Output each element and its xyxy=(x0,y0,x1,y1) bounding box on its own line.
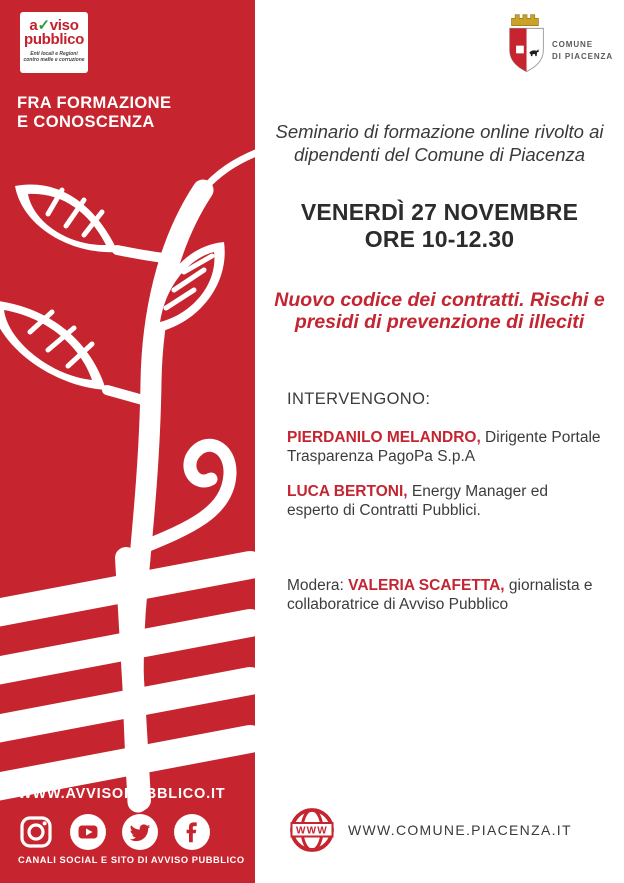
seminar-intro-line1: Seminario di formazione online rivolto ai xyxy=(275,121,604,142)
speaker-role: Dirigente Portale Trasparenza PagoPa S.p.A xyxy=(287,429,601,465)
instagram-icon[interactable] xyxy=(18,814,54,850)
event-time-line: ORE 10-12.30 xyxy=(364,226,515,252)
moderator-prefix: Modera: xyxy=(287,577,349,594)
speakers-label: INTERVENGONO: xyxy=(287,390,431,408)
facebook-icon[interactable] xyxy=(174,814,210,850)
speaker-item xyxy=(287,483,602,521)
comune-website-link[interactable]: WWW.COMUNE.PIACENZA.IT xyxy=(348,822,572,838)
left-red-panel xyxy=(0,0,255,883)
event-date-heading xyxy=(255,201,624,255)
campaign-title-line1: FRA FORMAZIONE xyxy=(17,94,172,112)
speaker-role: Energy Manager ed esperto di Contratti Pubblici. xyxy=(287,483,549,519)
twitter-icon[interactable] xyxy=(122,814,158,850)
speaker-name: LUCA BERTONI, xyxy=(287,483,408,500)
event-date-line: VENERDÌ 27 NOVEMBRE xyxy=(300,199,579,225)
speaker-name: PIERDANILO MELANDRO, xyxy=(287,429,481,446)
logo-word-pubblico: pubblico xyxy=(23,31,85,49)
leaf-left xyxy=(0,300,106,390)
avviso-pubblico-website-link[interactable]: WWW.AVVISOPUBBLICO.IT xyxy=(18,786,226,802)
speaker-item xyxy=(287,429,602,467)
campaign-title xyxy=(17,94,171,133)
piacenza-crest-icon xyxy=(507,9,547,75)
org-name-line1: COMUNE xyxy=(552,40,593,49)
seminar-topic-line1: Nuovo codice dei contratti. Rischi e xyxy=(274,289,605,311)
social-caption: CANALI SOCIAL E SITO DI AVVISO PUBBLICO xyxy=(18,855,245,865)
green-check-icon: ✓ xyxy=(37,17,50,34)
youtube-icon[interactable] xyxy=(70,814,106,850)
social-icons-row xyxy=(18,814,210,850)
campaign-title-line2: E CONOSCENZA xyxy=(17,113,155,132)
moderator-line xyxy=(287,577,619,615)
seminar-topic-line2: presidi di prevenzione di illeciti xyxy=(294,310,585,333)
leaf-top-left xyxy=(15,185,118,253)
crown xyxy=(512,15,539,26)
logo-word-avviso: a✓viso xyxy=(29,17,79,34)
moderator-name: VALERIA SCAFETTA, xyxy=(348,577,505,594)
org-name xyxy=(552,39,613,62)
shield xyxy=(510,28,544,71)
globe-www-icon xyxy=(288,806,336,854)
seminar-intro-line2: dipendenti del Comune di Piacenza xyxy=(293,143,586,165)
logo-tagline: Enti locali e Regioni contro mafie e corruzione xyxy=(23,50,85,63)
org-name-line2: DI PIACENZA xyxy=(552,51,614,61)
seminar-intro xyxy=(261,121,618,166)
moderator-role: giornalista e collaboratrice di Avviso Pubblico xyxy=(287,577,593,613)
seminar-topic-heading xyxy=(255,290,624,334)
globe-www-label: WWW xyxy=(296,825,328,837)
content-column xyxy=(255,0,624,883)
avviso-pubblico-logo xyxy=(20,12,88,73)
